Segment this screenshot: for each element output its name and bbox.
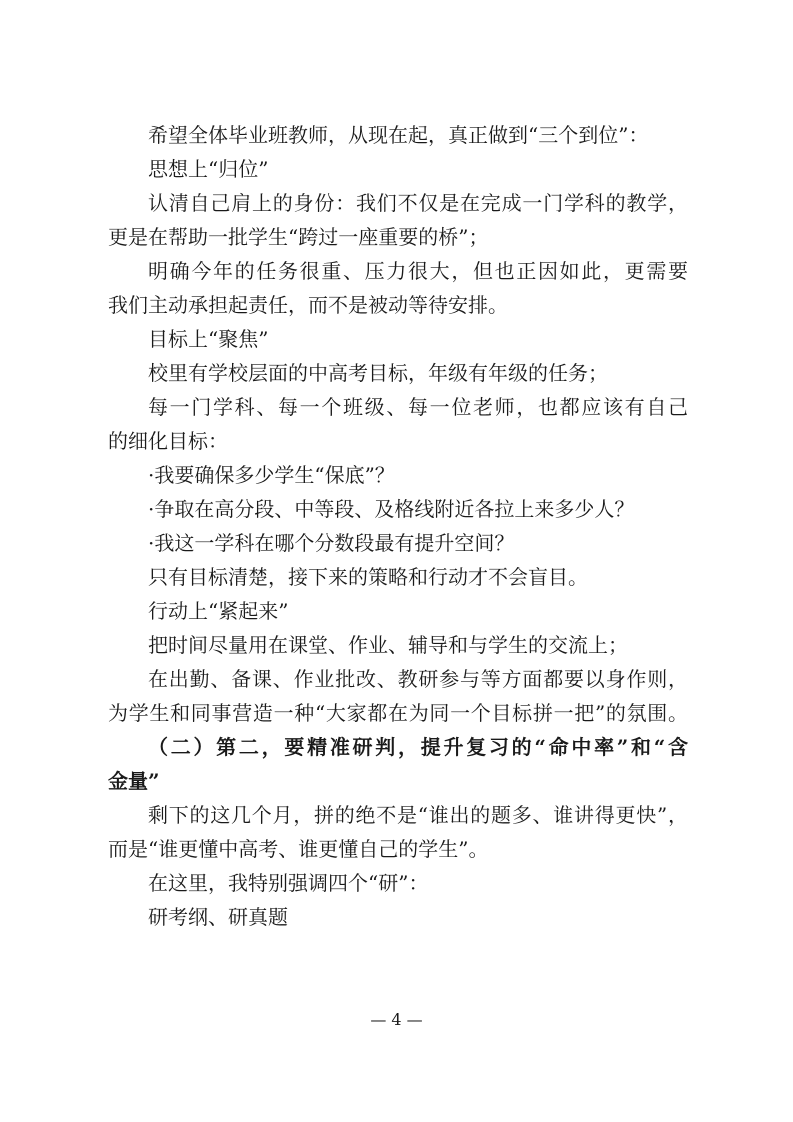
paragraph-line: 我们主动承担起责任，而不是被动等待安排。 bbox=[108, 293, 508, 317]
subheading-line: 目标上“聚焦” bbox=[148, 327, 269, 351]
list-item: ·我要确保多少学生“保底”？ bbox=[148, 463, 395, 487]
document-body bbox=[108, 118, 688, 934]
section-heading: 金量” bbox=[108, 769, 160, 793]
list-item: ·我这一学科在哪个分数段最有提升空间？ bbox=[148, 531, 515, 555]
paragraph-line: 只有目标清楚，接下来的策略和行动才不会盲目。 bbox=[148, 565, 588, 589]
paragraph-line: 为学生和同事营造一种“大家都在为同一个目标拼一把”的氛围。 bbox=[108, 701, 688, 725]
page-number: — 4 — bbox=[370, 1010, 423, 1029]
paragraph-line: 每一门学科、每一个班级、每一位老师，也都应该有自己 bbox=[148, 395, 688, 419]
paragraph-line: 希望全体毕业班教师，从现在起，真正做到“三个到位”： bbox=[148, 123, 649, 147]
paragraph-line: 在这里，我特别强调四个“研”： bbox=[148, 871, 429, 895]
paragraph-line: 的细化目标： bbox=[108, 429, 228, 453]
paragraph-line: 明确今年的任务很重、压力很大，但也正因如此，更需要 bbox=[148, 259, 688, 283]
subheading-line: 行动上“紧起来” bbox=[148, 599, 289, 623]
paragraph-line: 认清自己肩上的身份：我们不仅是在完成一门学科的教学， bbox=[148, 191, 688, 215]
paragraph-line: 更是在帮助一批学生“跨过一座重要的桥”； bbox=[108, 225, 489, 249]
section-heading: （二）第二，要精准研判，提升复习的“命中率”和“含 bbox=[148, 735, 688, 759]
list-item: ·争取在高分段、中等段、及格线附近各拉上来多少人？ bbox=[148, 497, 635, 521]
paragraph-line: 剩下的这几个月，拼的绝不是“谁出的题多、谁讲得更快”， bbox=[148, 803, 688, 827]
paragraph-line: 校里有学校层面的中高考目标，年级有年级的任务； bbox=[148, 361, 608, 385]
subheading-line: 研考纲、研真题 bbox=[148, 905, 288, 929]
paragraph-line: 把时间尽量用在课堂、作业、辅导和与学生的交流上； bbox=[148, 633, 628, 657]
paragraph-line: 而是“谁更懂中高考、谁更懂自己的学生”。 bbox=[108, 837, 489, 861]
subheading-line: 思想上“归位” bbox=[148, 157, 269, 181]
paragraph-line: 在出勤、备课、作业批改、教研参与等方面都要以身作则， bbox=[148, 667, 688, 691]
